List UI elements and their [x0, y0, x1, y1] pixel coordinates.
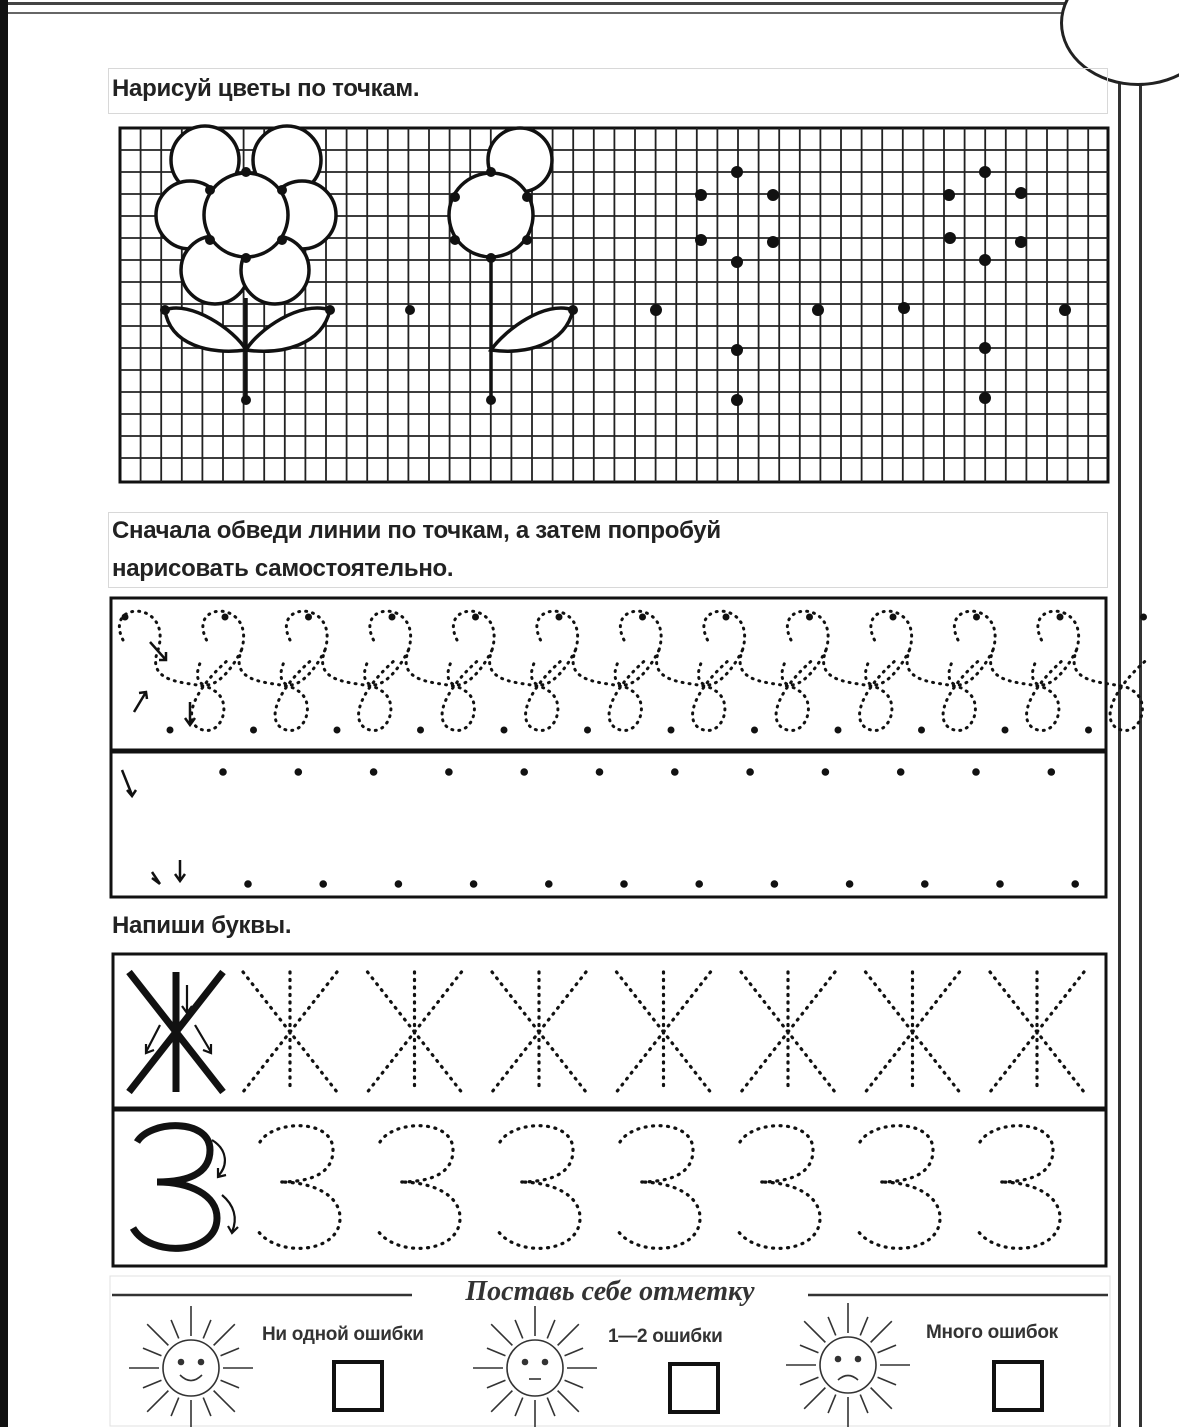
rating-checkbox-few-errors[interactable] [668, 1362, 720, 1414]
rating-title: Поставь себе отметку [465, 1276, 755, 1307]
instruction-letters: Напиши буквы. [112, 912, 292, 939]
rating-checkbox-many-errors[interactable] [992, 1360, 1044, 1412]
rating-label-many-errors: Много ошибок [926, 1322, 1058, 1343]
rating-label-no-errors: Ни одной ошибки [262, 1324, 424, 1345]
instruction-lines-line2: нарисовать самостоятельно. [112, 555, 454, 582]
happy-sun-icon [129, 1306, 253, 1427]
sad-sun-icon [786, 1303, 910, 1427]
neutral-sun-icon [473, 1306, 597, 1427]
instruction-lines-line1: Сначала обведи линии по точкам, а затем попробуй [112, 517, 721, 544]
instruction-flowers: Нарисуй цветы по точкам. [112, 75, 420, 102]
rating-checkbox-no-errors[interactable] [332, 1360, 384, 1412]
rating-label-few-errors: 1—2 ошибки [608, 1326, 723, 1347]
